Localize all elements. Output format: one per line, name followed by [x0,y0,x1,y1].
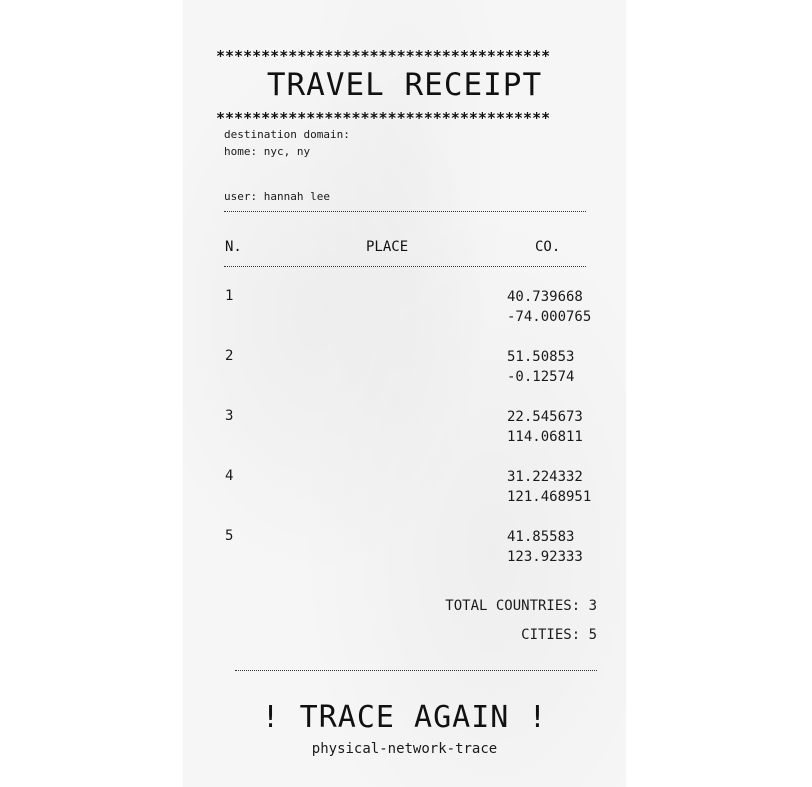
row-number: 4 [225,468,234,484]
column-header-place: PLACE [366,239,409,255]
divider [235,670,597,671]
column-header-number: N. [225,239,242,255]
trace-again-banner: ! TRACE AGAIN ! [261,700,548,735]
stars-top: ************************************* [216,47,551,65]
receipt-title: TRAVEL RECEIPT [266,67,543,103]
total-countries: TOTAL COUNTRIES: 3 [445,598,597,614]
row-longitude: 121.468951 [507,489,592,505]
row-latitude: 51.50853 [507,349,575,365]
row-longitude: -74.000765 [507,309,592,325]
row-latitude: 40.739668 [507,289,583,305]
footer-subtitle: physical-network-trace [311,741,498,757]
row-number: 3 [225,408,234,424]
row-number: 2 [225,348,234,364]
column-header-coordinates: CO. [535,239,561,255]
row-latitude: 41.85583 [507,529,575,545]
user-label: user: hannah lee [224,190,330,203]
row-longitude: 123.92333 [507,549,583,565]
stars-bottom: ************************************* [216,109,551,127]
row-number: 5 [225,528,234,544]
destination-domain-label: destination domain: [224,128,350,141]
row-latitude: 22.545673 [507,409,583,425]
row-longitude: -0.12574 [507,369,575,385]
row-latitude: 31.224332 [507,469,583,485]
row-number: 1 [225,288,234,304]
home-label: home: nyc, ny [224,145,311,158]
divider [224,266,586,267]
row-longitude: 114.06811 [507,429,583,445]
travel-receipt [183,0,626,787]
total-cities: CITIES: 5 [521,627,597,643]
divider [224,211,586,212]
